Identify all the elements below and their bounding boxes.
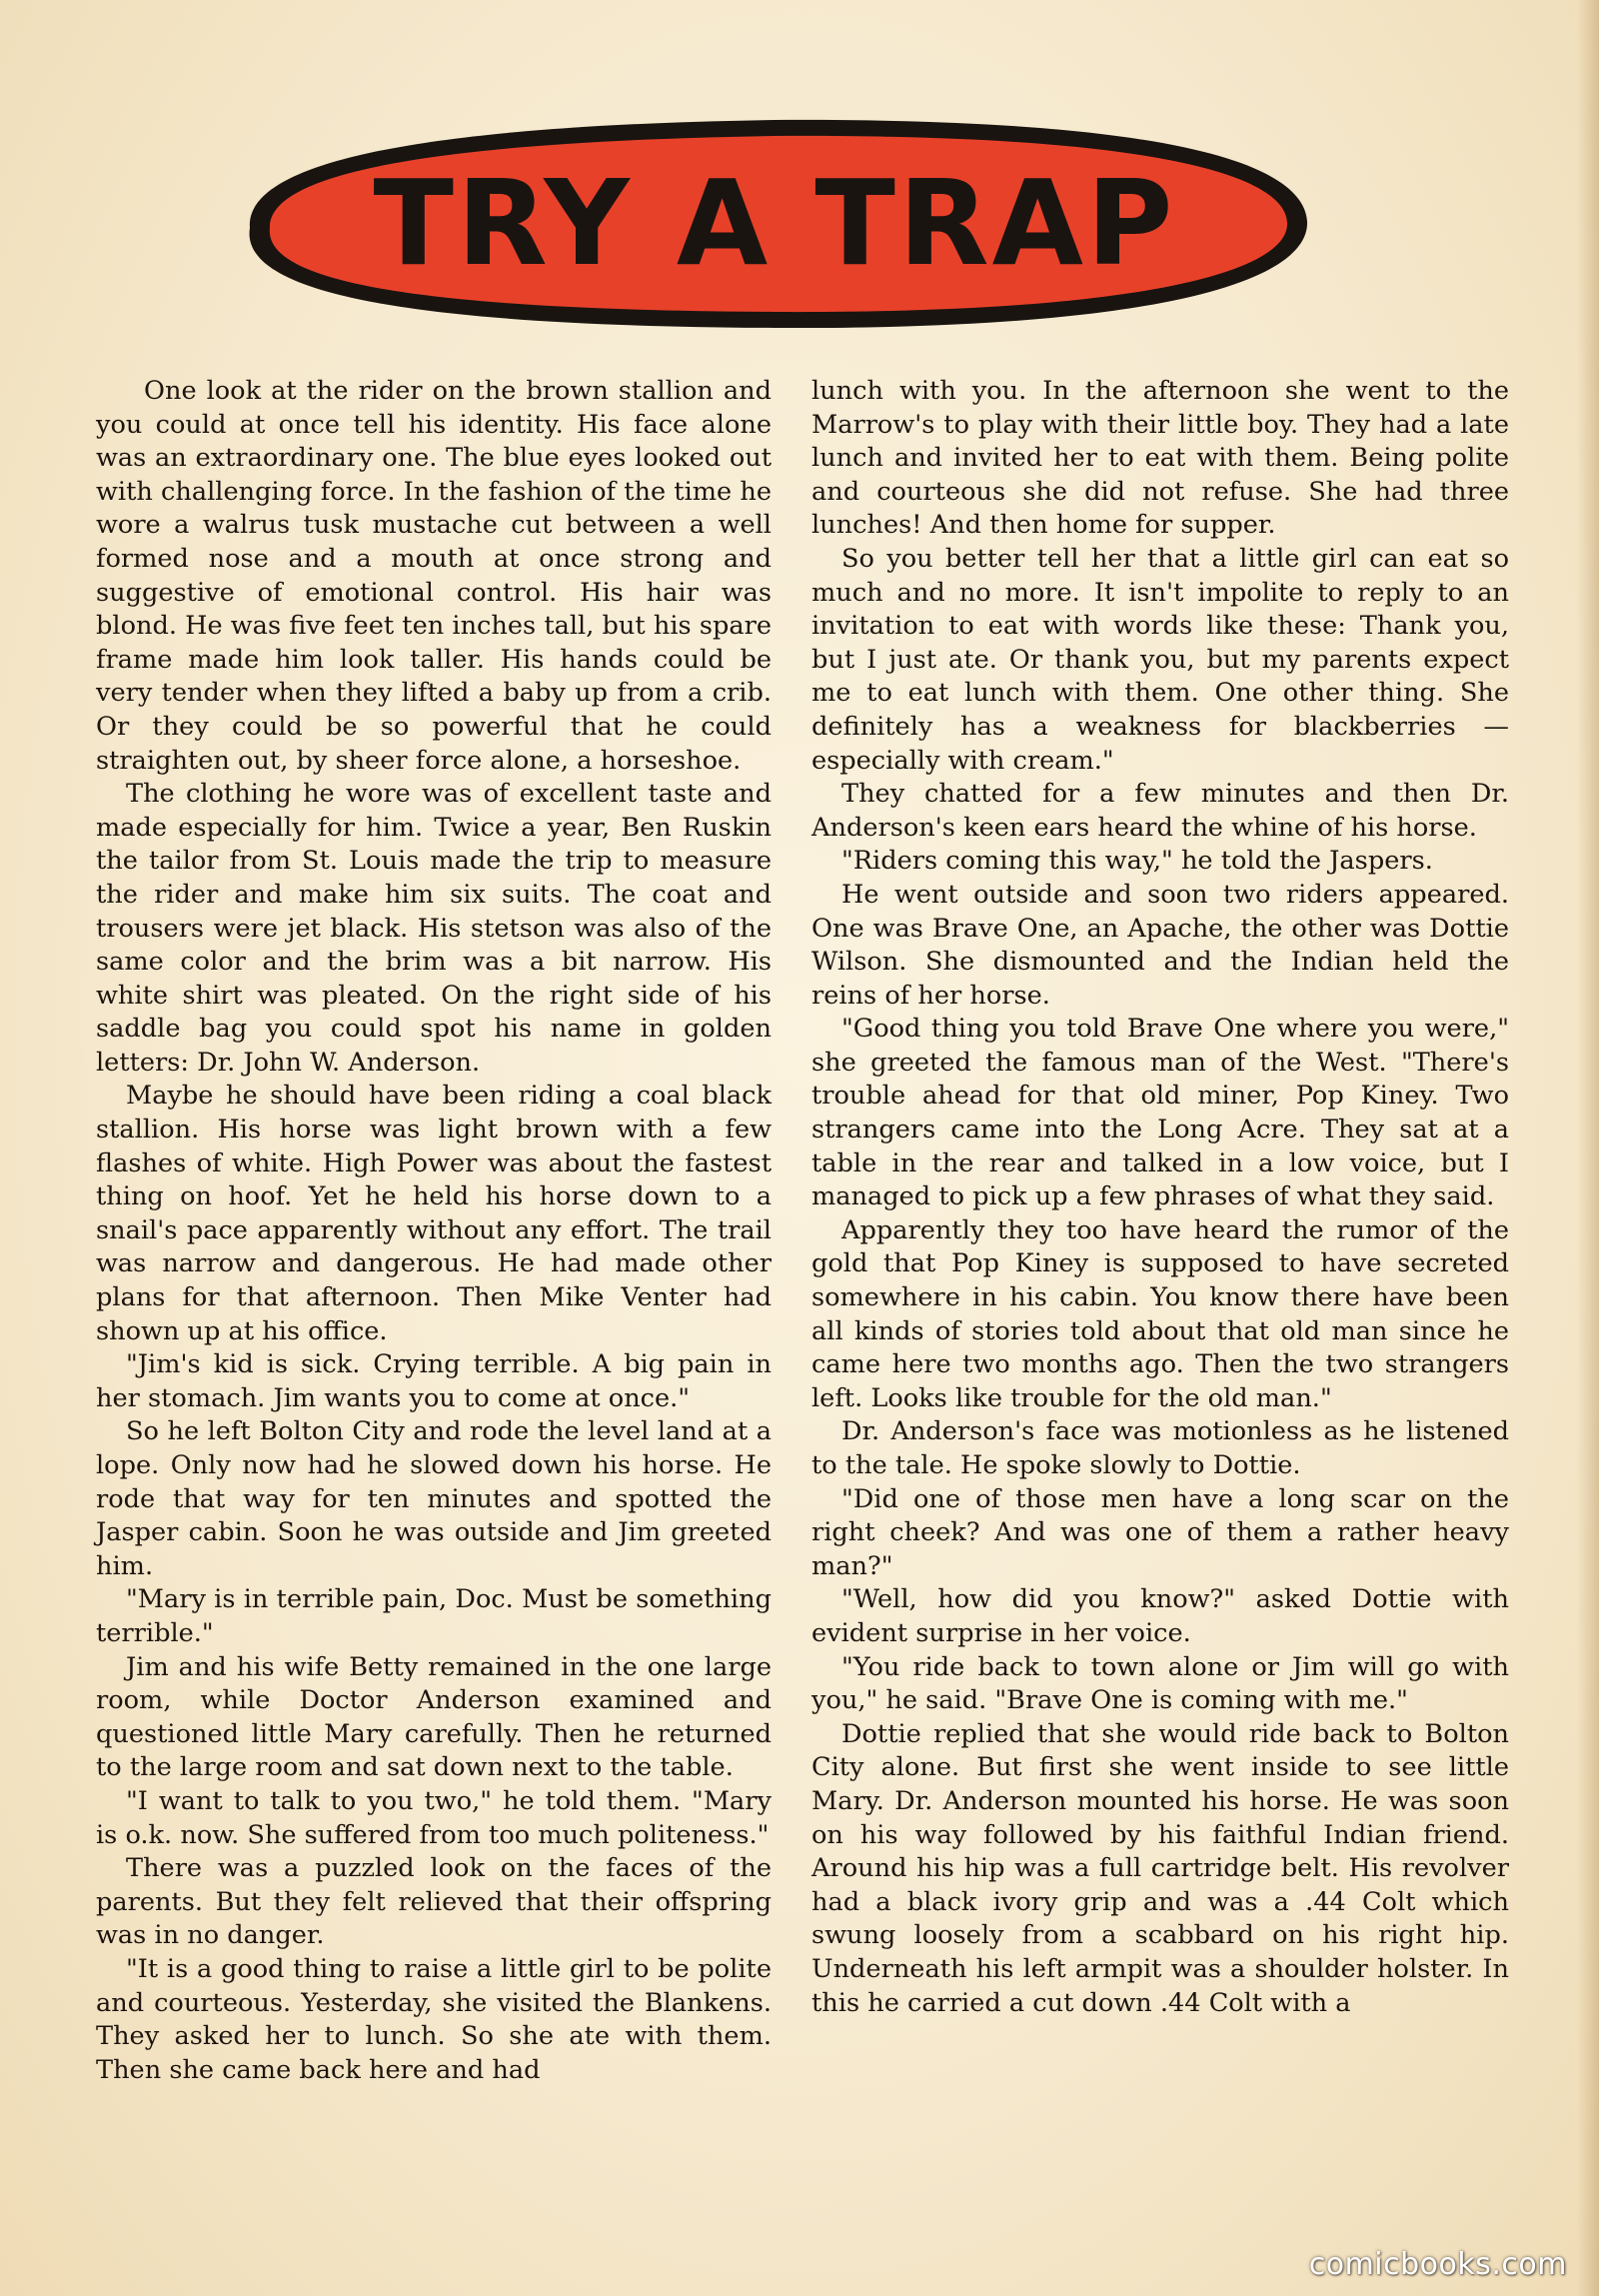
left-text-column bbox=[96, 375, 772, 2087]
paragraph: The clothing he wore was of excellent taste and made especially for him. Twice a year, Ben Ruskin the tailor from St. Louis made the trip to measure the rider and make him six suits. The coat and trousers were jet black. His stetson was also of the same color and the brim was a bit narrow. His white shirt was pleated. On the right side of his saddle bag you could spot his name in golden letters: Dr. John W. Anderson. bbox=[96, 779, 772, 1078]
paragraph: lunch with you. In the afternoon she went to the Marrow's to play with their little boy. They had a late lunch and invited her to eat with them. Being polite and courteous she did not refuse. She had three lunches! And then home for supper. bbox=[811, 376, 1509, 541]
paragraph: They chatted for a few minutes and then Dr. Anderson's keen ears heard the whine of his horse. bbox=[811, 779, 1509, 843]
paragraph: He went outside and soon two riders appeared. One was Brave One, an Apache, the other was Dottie Wilson. She dismounted and the Indian held the reins of her horse. bbox=[811, 879, 1509, 1011]
site-watermark: comicbooks.com bbox=[1308, 2247, 1567, 2282]
paragraph: "You ride back to town alone or Jim will go with you," he said. "Brave One is coming with me." bbox=[811, 1651, 1509, 1716]
paragraph: One look at the rider on the brown stallion and you could at once tell his identity. His face alone was an extraordinary one. The blue eyes looked out with challenging force. In the fashion of the time he wore a walrus tusk mustache cut between a well formed nose and a mouth at once strong and suggestive of emotional control. His hair was blond. He was five feet ten inches tall, but his spare frame made him look taller. His hands could be very tender when they lifted a baby up from a crib. Or they could be so powerful that he could straighten out, by sheer force alone, a horseshoe. bbox=[96, 376, 772, 776]
paragraph: "It is a good thing to raise a little girl to be polite and courteous. Yesterday, she visited the Blankens. They asked her to lunch. So she ate with them. Then she came back here and had bbox=[96, 1953, 772, 2085]
paragraph: "Riders coming this way," he told the Jaspers. bbox=[841, 846, 1433, 877]
paragraph: So he left Bolton City and rode the level land at a lope. Only now had he slowed down his horse. He rode that way for ten minutes and spotted the Jasper cabin. Soon he was outside and Jim greeted him. bbox=[96, 1416, 772, 1581]
paragraph: "Well, how did you know?" asked Dottie with evident surprise in her voice. bbox=[811, 1584, 1509, 1648]
paragraph: Apparently they too have heard the rumor of the gold that Pop Kiney is supposed to have secreted somewhere in his cabin. You know there have been all kinds of stories told about that old man since he came here two months ago. Then the two strangers left. Looks like trouble for the old man." bbox=[811, 1214, 1509, 1413]
paragraph: Maybe he should have been riding a coal black stallion. His horse was light brown with a few flashes of white. High Power was about the fastest thing on hoof. Yet he held his horse down to a snail's pace apparently without any effort. The trail was narrow and dangerous. He had made other plans for that afternoon. Then Mike Venter had shown up at his office. bbox=[96, 1081, 772, 1346]
paragraph: There was a puzzled look on the faces of the parents. But they felt relieved that their offspring was in no danger. bbox=[96, 1853, 772, 1951]
paragraph: "I want to talk to you two," he told them. "Mary is o.k. now. She suffered from too much politeness." bbox=[96, 1785, 772, 1850]
paragraph: Dottie replied that she would ride back to Bolton City alone. But first she went inside to see little Mary. Dr. Anderson mounted his horse. He was soon on his way followed by his faithful Indian friend. Around his hip was a full cartridge belt. His revolver had a black ivory grip and was a .44 Colt which swung loosely from a scabbard on his right hip. Underneath his left armpit was a shoulder holster. In this he carried a cut down .44 Colt with a bbox=[811, 1718, 1509, 2018]
paragraph: "Mary is in terrible pain, Doc. Must be something terrible." bbox=[96, 1584, 772, 1648]
paragraph: "Jim's kid is sick. Crying terrible. A big pain in her stomach. Jim wants you to come at once." bbox=[96, 1349, 772, 1413]
paragraph: "Good thing you told Brave One where you were," she greeted the famous man of the West. "There's trouble ahead for that old miner, Pop Kiney. Two strangers came into the Long Acre. They sat at a table in the rear and talked in a low voice, but I managed to pick up a few phrases of what they said. bbox=[811, 1014, 1509, 1212]
paragraph: Jim and his wife Betty remained in the one large room, while Doctor Anderson examined and questioned little Mary carefully. Then he returned to the large room and sat down next to the table. bbox=[96, 1651, 772, 1783]
right-text-column bbox=[811, 375, 1509, 2020]
paragraph: "Did one of those men have a long scar on the right cheek? And was one of them a rather heavy man?" bbox=[811, 1483, 1509, 1581]
paragraph: So you better tell her that a little girl can eat so much and no more. It isn't impolite to reply to an invitation to eat with words like these: Thank you, but I just ate. Or thank you, but my parents expect me to eat lunch with them. One other thing. She definitely has a weakness for blackberries — especially with cream." bbox=[811, 543, 1509, 776]
title-banner bbox=[220, 90, 1329, 350]
paragraph: Dr. Anderson's face was motionless as he listened to the tale. He spoke slowly to Dottie. bbox=[811, 1416, 1509, 1480]
page-edge-shadow bbox=[1577, 0, 1599, 2296]
page-title: TRY A TRAP bbox=[373, 154, 1176, 292]
